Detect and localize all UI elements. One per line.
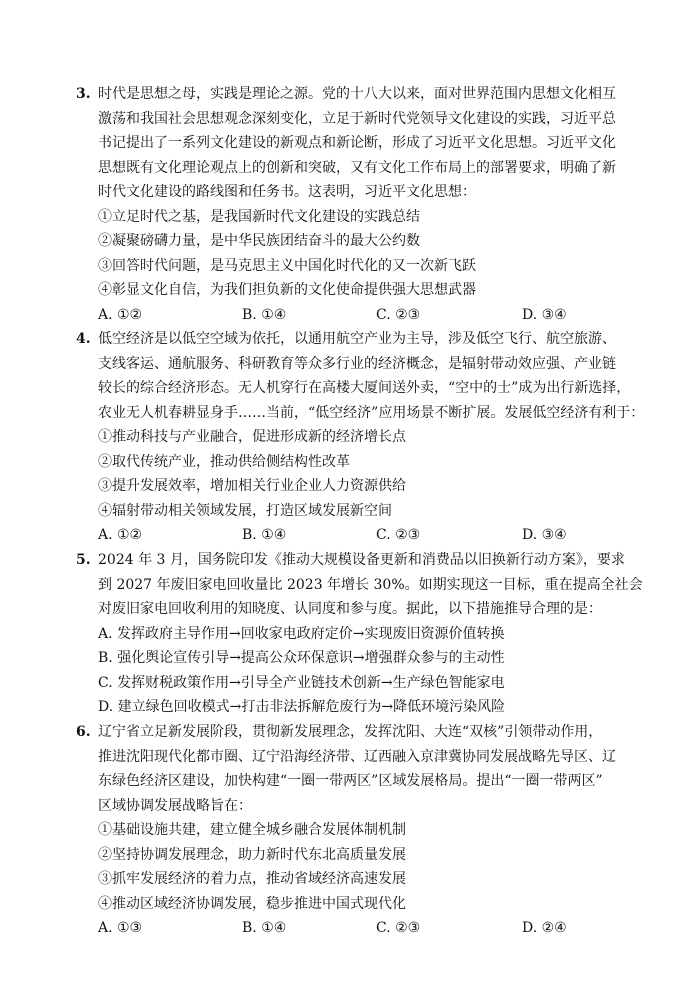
option-d: D. ③④ <box>522 527 567 543</box>
option-b: B. ①④ <box>242 527 287 543</box>
option-a: A. ①② <box>98 306 143 323</box>
question-number: 4. <box>76 331 91 347</box>
option-a: A. ①② <box>98 527 143 543</box>
question-number: 6. <box>76 724 91 740</box>
question-3-item-1: ①立足时代之基，是我国新时代文化建设的实践总结 <box>98 208 420 225</box>
question-4-item-2: ②取代传统产业，推动供给侧结构性改革 <box>98 453 350 470</box>
question-3 <box>76 82 636 327</box>
option-a: A. ①③ <box>98 920 143 936</box>
question-6-stem-line-3: 东绿色经济区建设，加快构建“一圈一带两区”区域发展格局。提出“一圈一带两区” <box>98 773 603 789</box>
question-4-item-1: ①推动科技与产业融合，促进形成新的经济增长点 <box>98 429 406 445</box>
question-4-stem-line-2: 支线客运、通航服务、科研教育等众多行业的经济概念，是辐射带动效应强、产业链 <box>98 355 616 372</box>
question-6-item-1: ①基础设施共建，建立健全城乡融合发展体制机制 <box>98 822 406 838</box>
option-c: C. ②③ <box>376 527 421 543</box>
question-5-stem-line-3: 对废旧家电回收利用的知晓度、认同度和参与度。据此，以下措施推导合理的是： <box>98 601 602 617</box>
question-4 <box>76 327 645 548</box>
option-b: B. ①④ <box>242 306 287 323</box>
question-6-stem-line-1: 6. 辽宁省立足新发展阶段，贯彻新发展理念，发挥沈阳、大连“双核”引领带动作用， <box>76 720 636 745</box>
question-6 <box>76 720 636 941</box>
question-6-item-4: ④推动区域经济协调发展，稳步推进中国式现代化 <box>98 895 406 912</box>
question-number: 5. <box>76 552 91 568</box>
question-3-stem-line-1: 3. 时代是思想之母，实践是理论之源。党的十八大以来，面对世界范围内思想文化相互 <box>76 82 636 107</box>
option-b: B. ①④ <box>242 920 287 936</box>
option-d: D. ②④ <box>522 920 567 936</box>
question-4-stem-line-3: 较长的综合经济形态。无人机穿行在高楼大厦间送外卖，“空中的士”成为出行新选择， <box>98 380 631 396</box>
question-3-item-3: ③回答时代问题，是马克思主义中国化时代化的又一次新飞跃 <box>98 257 476 274</box>
question-3-stem-line-3: 书记提出了一系列文化建设的新观点和新论断，形成了习近平文化思想。习近平文化 <box>98 135 616 151</box>
question-4-options <box>76 523 636 548</box>
question-3-options <box>76 303 636 328</box>
question-6-options <box>76 916 636 941</box>
question-3-stem-line-5: 时代文化建设的路线图和任务书。这表明，习近平文化思想： <box>98 184 476 200</box>
option-c: C. ②③ <box>376 920 421 936</box>
option-d: D. ③④ <box>522 306 567 323</box>
question-6-item-2: ②坚持协调发展理念，助力新时代东北高质量发展 <box>98 846 406 863</box>
question-5-stem-line-2: 到 2027 年废旧家电回收量比 2023 年增长 30%。如期实现这一目标，重在提高全社会 <box>98 576 643 593</box>
question-5 <box>76 548 643 720</box>
question-3-stem-line-4: 思想既有文化理论观点上的创新和突破，又有文化工作布局上的部署要求，明确了新 <box>98 159 616 176</box>
question-4-item-3: ③提升发展效率，增加相关行业企业人力资源供给 <box>98 478 406 494</box>
question-4-stem-line-4: 农业无人机春耕显身手……当前，“低空经济”应用场景不断扩展。发展低空经济有利于： <box>98 404 645 421</box>
question-3-stem-line-2: 激荡和我国社会思想观念深刻变化，立足于新时代党领导文化建设的实践，习近平总 <box>98 110 616 127</box>
question-5-choice-c: C. 发挥财税政策作用→引导全产业链技术创新→生产绿色智能家电 <box>98 674 505 691</box>
question-4-item-4: ④辐射带动相关领域发展，打造区域发展新空间 <box>98 502 392 519</box>
question-5-choice-a: A. 发挥政府主导作用→回收家电政府定价→实现废旧资源价值转换 <box>98 625 505 642</box>
question-5-choice-b: B. 强化舆论宣传引导→提高公众环保意识→增强群众参与的主动性 <box>98 650 505 666</box>
question-4-stem-line-1: 4. 低空经济是以低空空域为依托，以通用航空产业为主导，涉及低空飞行、航空旅游、 <box>76 327 636 352</box>
question-6-stem-line-4: 区域协调发展战略旨在： <box>98 797 252 814</box>
question-6-item-3: ③抓牢发展经济的着力点，推动省域经济高速发展 <box>98 871 406 887</box>
question-6-stem-line-2: 推进沈阳现代化都市圈、辽宁沿海经济带、辽西融入京津冀协同发展战略先导区、辽 <box>98 748 616 765</box>
question-3-item-2: ②凝聚磅礴力量，是中华民族团结奋斗的最大公约数 <box>98 233 420 249</box>
question-5-choice-d: D. 建立绿色回收模式→打击非法拆解危废行为→降低环境污染风险 <box>98 699 506 715</box>
question-number: 3. <box>76 86 91 102</box>
question-3-item-4: ④彰显文化自信，为我们担负新的文化使命提供强大思想武器 <box>98 282 476 298</box>
question-5-stem-line-1: 5. 2024 年 3 月，国务院印发《推动大规模设备更新和消费品以旧换新行动方案》，要求 <box>76 548 636 573</box>
option-c: C. ②③ <box>376 306 421 323</box>
